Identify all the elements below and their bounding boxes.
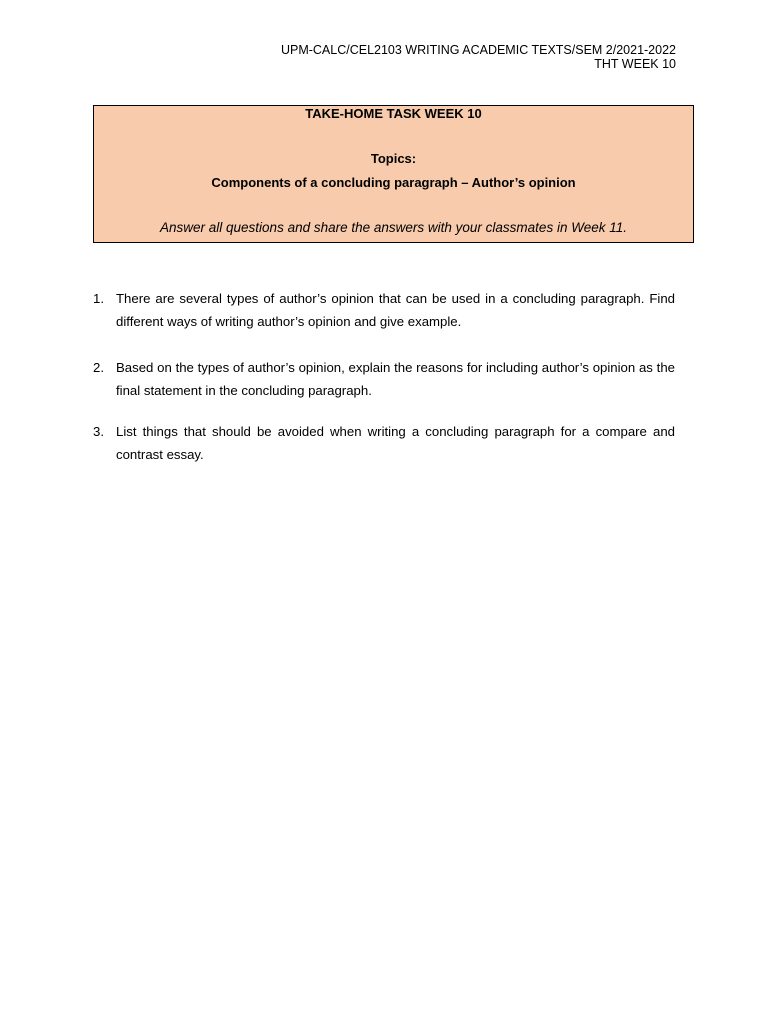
question-text: There are several types of author’s opinion that can be used in a concluding paragraph. Find different ways of writing author’s opinion and give example. [116,291,675,329]
question-text: Based on the types of author’s opinion, explain the reasons for including author’s opinion as the final statement in the concluding paragraph. [116,360,675,398]
task-subject: Components of a concluding paragraph – Author’s opinion [211,175,576,190]
task-box [93,105,694,243]
question-number: 3. [93,424,104,439]
page-header [281,43,676,71]
question-text: List things that should be avoided when writing a concluding paragraph for a compare and contrast essay. [116,424,675,462]
header-week-line: THT WEEK 10 [594,57,676,71]
question-item [93,356,675,402]
question-list [93,287,675,466]
header-course-line: UPM-CALC/CEL2103 WRITING ACADEMIC TEXTS/SEM 2/2021-2022 [280,43,676,57]
question-number: 1. [93,291,104,306]
task-topics-label: Topics: [370,151,417,166]
question-item [93,287,675,333]
question-number: 2. [93,360,104,375]
task-title: TAKE-HOME TASK WEEK 10 [305,106,482,121]
question-item [93,420,675,466]
task-instruction: Answer all questions and share the answers with your classmates in Week 11. [160,220,627,235]
